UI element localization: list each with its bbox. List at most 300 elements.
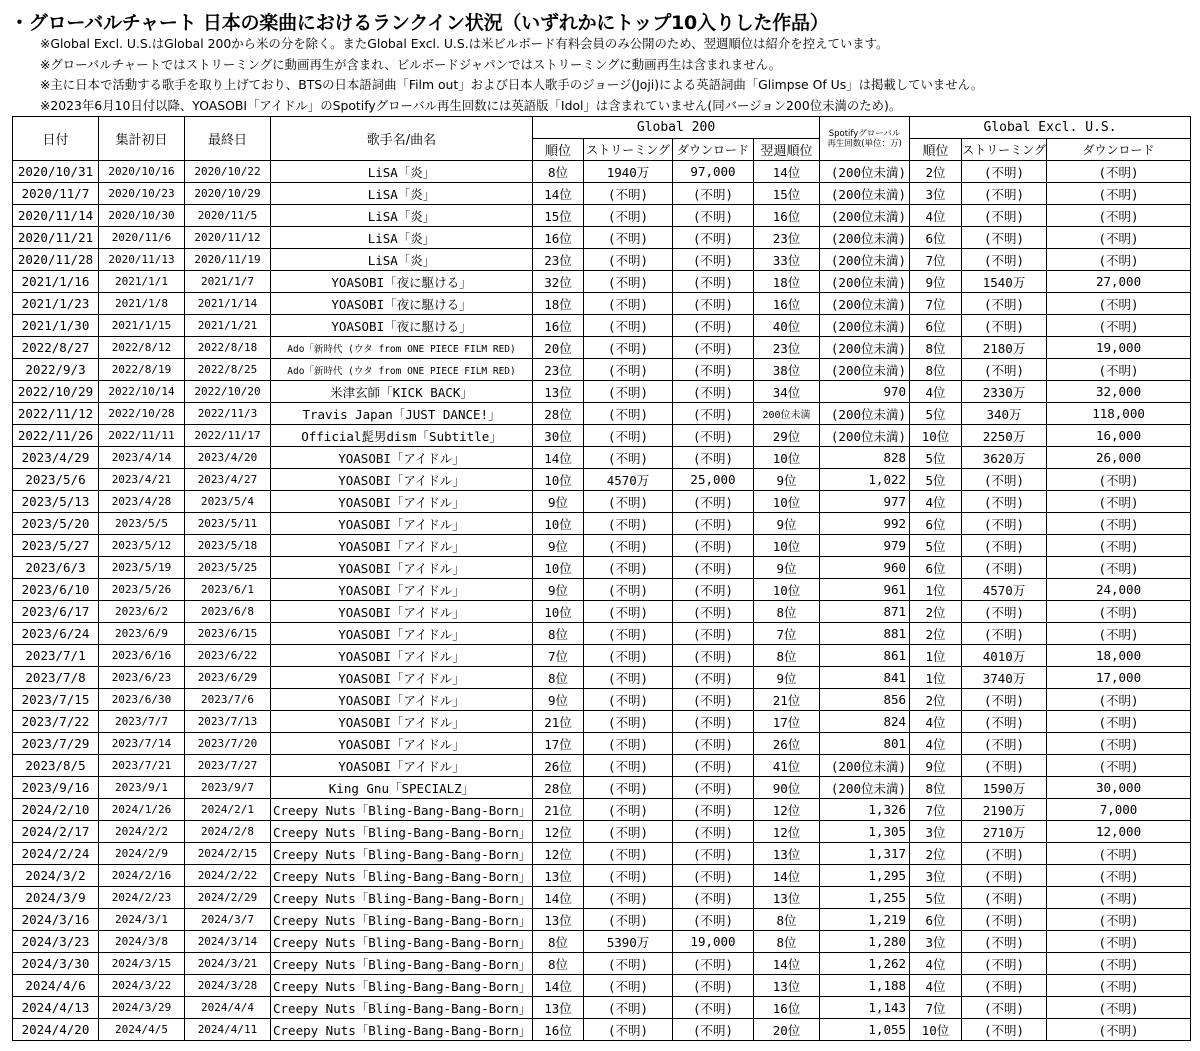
cell-next-week-rank: 14位 [754, 865, 820, 887]
cell-date: 2023/6/17 [13, 601, 99, 623]
cell-excl-us-download: (不明) [1047, 755, 1191, 777]
cell-global200-download: (不明) [673, 359, 754, 381]
cell-global200-streaming: (不明) [584, 733, 673, 755]
cell-spotify-plays: 961 [820, 579, 910, 601]
header-row-top [13, 117, 1191, 139]
cell-global200-rank: 16位 [533, 1019, 584, 1041]
cell-global200-download: (不明) [673, 337, 754, 359]
table-row [13, 249, 1191, 271]
cell-global200-streaming: (不明) [584, 909, 673, 931]
cell-start-date: 2022/11/11 [99, 425, 185, 447]
cell-start-date: 2023/7/21 [99, 755, 185, 777]
cell-global200-download: (不明) [673, 755, 754, 777]
cell-end-date: 2023/4/20 [185, 447, 271, 469]
cell-end-date: 2024/2/1 [185, 799, 271, 821]
cell-artist-song: YOASOBI「アイドル」 [271, 623, 533, 645]
cell-next-week-rank: 13位 [754, 887, 820, 909]
cell-end-date: 2022/8/18 [185, 337, 271, 359]
cell-global200-download: (不明) [673, 909, 754, 931]
note-line: ※Global Excl. U.S.はGlobal 200から米の分を除く。またGlobal Excl. U.S.は米ビルボード有料会員のみ公開のため、翌週順位は紹介を控えています。 [40, 36, 889, 51]
cell-end-date: 2020/11/12 [185, 227, 271, 249]
cell-next-week-rank: 13位 [754, 975, 820, 997]
cell-spotify-plays: 871 [820, 601, 910, 623]
cell-global200-download: (不明) [673, 403, 754, 425]
cell-global200-download: (不明) [673, 447, 754, 469]
table-row [13, 557, 1191, 579]
cell-start-date: 2023/6/23 [99, 667, 185, 689]
cell-global200-rank: 21位 [533, 799, 584, 821]
cell-excl-us-download: (不明) [1047, 183, 1191, 205]
cell-start-date: 2023/5/12 [99, 535, 185, 557]
cell-global200-rank: 8位 [533, 931, 584, 953]
table-row [13, 953, 1191, 975]
cell-spotify-plays: 1,280 [820, 931, 910, 953]
header-download-excl: ダウンロード [1047, 139, 1191, 161]
cell-spotify-plays: (200位未満) [820, 227, 910, 249]
cell-excl-us-rank: 5位 [910, 887, 962, 909]
cell-excl-us-download: 118,000 [1047, 403, 1191, 425]
cell-excl-us-download: 12,000 [1047, 821, 1191, 843]
cell-artist-song: Ado「新時代 (ウタ from ONE PIECE FILM RED) [271, 359, 533, 381]
cell-end-date: 2021/1/21 [185, 315, 271, 337]
table-row [13, 887, 1191, 909]
table-row [13, 271, 1191, 293]
header-streaming-excl: ストリーミング [962, 139, 1047, 161]
cell-spotify-plays: (200位未満) [820, 183, 910, 205]
cell-global200-streaming: (不明) [584, 425, 673, 447]
cell-artist-song: King Gnu「SPECIALZ」 [271, 777, 533, 799]
cell-spotify-plays: 856 [820, 689, 910, 711]
cell-excl-us-streaming: 4570万 [962, 579, 1047, 601]
cell-excl-us-download: (不明) [1047, 711, 1191, 733]
cell-end-date: 2024/3/7 [185, 909, 271, 931]
cell-excl-us-rank: 4位 [910, 205, 962, 227]
header-spotify-line2: 再生回数(単位：万) [827, 138, 902, 149]
cell-excl-us-streaming: (不明) [962, 689, 1047, 711]
cell-next-week-rank: 41位 [754, 755, 820, 777]
cell-excl-us-download: 19,000 [1047, 337, 1191, 359]
table-row [13, 755, 1191, 777]
cell-date: 2020/11/28 [13, 249, 99, 271]
cell-next-week-rank: 12位 [754, 821, 820, 843]
cell-global200-download: (不明) [673, 513, 754, 535]
cell-global200-download: (不明) [673, 1019, 754, 1041]
cell-global200-download: (不明) [673, 777, 754, 799]
table-row [13, 403, 1191, 425]
cell-global200-rank: 10位 [533, 513, 584, 535]
cell-excl-us-streaming: 2250万 [962, 425, 1047, 447]
cell-global200-streaming: (不明) [584, 381, 673, 403]
cell-date: 2024/3/9 [13, 887, 99, 909]
cell-end-date: 2023/6/1 [185, 579, 271, 601]
cell-global200-download: (不明) [673, 557, 754, 579]
cell-global200-rank: 14位 [533, 447, 584, 469]
cell-artist-song: YOASOBI「アイドル」 [271, 535, 533, 557]
table-row [13, 975, 1191, 997]
cell-excl-us-rank: 1位 [910, 579, 962, 601]
table-row [13, 579, 1191, 601]
cell-global200-download: (不明) [673, 535, 754, 557]
cell-next-week-rank: 26位 [754, 733, 820, 755]
cell-global200-download: (不明) [673, 381, 754, 403]
table-row [13, 909, 1191, 931]
cell-date: 2022/11/26 [13, 425, 99, 447]
cell-excl-us-download: (不明) [1047, 931, 1191, 953]
cell-global200-streaming: (不明) [584, 1019, 673, 1041]
note-line: ※主に日本で活動する歌手を取り上げており、BTSの日本語詞曲「Film out」および日本人歌手のジョージ(Joji)による英語詞曲「Glimpse Of Us」は掲載していません。 [40, 77, 984, 93]
cell-end-date: 2021/1/14 [185, 293, 271, 315]
cell-artist-song: Creepy Nuts「Bling-Bang-Bang-Born」 [271, 953, 533, 975]
cell-global200-rank: 30位 [533, 425, 584, 447]
cell-start-date: 2024/2/16 [99, 865, 185, 887]
cell-date: 2024/3/16 [13, 909, 99, 931]
cell-global200-rank: 23位 [533, 359, 584, 381]
cell-artist-song: YOASOBI「夜に駆ける」 [271, 315, 533, 337]
table-row [13, 997, 1191, 1019]
cell-next-week-rank: 12位 [754, 799, 820, 821]
cell-artist-song: Creepy Nuts「Bling-Bang-Bang-Born」 [271, 887, 533, 909]
cell-global200-download: (不明) [673, 425, 754, 447]
cell-date: 2020/11/21 [13, 227, 99, 249]
cell-global200-streaming: (不明) [584, 249, 673, 271]
cell-excl-us-download: (不明) [1047, 909, 1191, 931]
cell-excl-us-download: (不明) [1047, 535, 1191, 557]
cell-global200-rank: 13位 [533, 381, 584, 403]
cell-global200-streaming: (不明) [584, 865, 673, 887]
cell-excl-us-streaming: 2180万 [962, 337, 1047, 359]
cell-excl-us-download: (不明) [1047, 205, 1191, 227]
cell-date: 2023/7/8 [13, 667, 99, 689]
cell-date: 2023/7/22 [13, 711, 99, 733]
cell-excl-us-streaming: (不明) [962, 931, 1047, 953]
cell-excl-us-streaming: (不明) [962, 315, 1047, 337]
cell-start-date: 2022/8/19 [99, 359, 185, 381]
cell-global200-download: (不明) [673, 843, 754, 865]
cell-start-date: 2021/1/8 [99, 293, 185, 315]
cell-global200-download: (不明) [673, 293, 754, 315]
cell-next-week-rank: 14位 [754, 161, 820, 183]
cell-date: 2023/5/6 [13, 469, 99, 491]
cell-excl-us-rank: 2位 [910, 843, 962, 865]
cell-spotify-plays: (200位未満) [820, 315, 910, 337]
cell-next-week-rank: 15位 [754, 183, 820, 205]
cell-date: 2023/5/13 [13, 491, 99, 513]
cell-excl-us-rank: 4位 [910, 711, 962, 733]
cell-spotify-plays: 824 [820, 711, 910, 733]
header-spotify-line1: Spotifyグローバル [828, 128, 901, 139]
cell-global200-streaming: (不明) [584, 997, 673, 1019]
cell-excl-us-rank: 3位 [910, 931, 962, 953]
cell-artist-song: LiSA「炎」 [271, 161, 533, 183]
cell-global200-streaming: (不明) [584, 337, 673, 359]
cell-start-date: 2023/9/1 [99, 777, 185, 799]
cell-next-week-rank: 200位未満 [754, 403, 820, 425]
cell-artist-song: LiSA「炎」 [271, 227, 533, 249]
header-date: 日付 [13, 117, 99, 161]
cell-next-week-rank: 90位 [754, 777, 820, 799]
cell-artist-song: Creepy Nuts「Bling-Bang-Bang-Born」 [271, 843, 533, 865]
cell-end-date: 2020/11/19 [185, 249, 271, 271]
cell-global200-download: (不明) [673, 205, 754, 227]
cell-start-date: 2022/10/28 [99, 403, 185, 425]
cell-excl-us-streaming: (不明) [962, 975, 1047, 997]
cell-end-date: 2024/2/8 [185, 821, 271, 843]
cell-excl-us-streaming: (不明) [962, 535, 1047, 557]
cell-spotify-plays: 979 [820, 535, 910, 557]
cell-artist-song: YOASOBI「アイドル」 [271, 557, 533, 579]
cell-excl-us-streaming: (不明) [962, 557, 1047, 579]
cell-global200-download: (不明) [673, 623, 754, 645]
cell-global200-streaming: (不明) [584, 557, 673, 579]
cell-end-date: 2023/5/25 [185, 557, 271, 579]
cell-spotify-plays: 1,317 [820, 843, 910, 865]
cell-artist-song: Creepy Nuts「Bling-Bang-Bang-Born」 [271, 1019, 533, 1041]
cell-global200-rank: 23位 [533, 249, 584, 271]
table-row [13, 447, 1191, 469]
table-row [13, 381, 1191, 403]
cell-global200-rank: 9位 [533, 535, 584, 557]
cell-excl-us-download: (不明) [1047, 227, 1191, 249]
cell-excl-us-download: 18,000 [1047, 645, 1191, 667]
cell-start-date: 2024/2/2 [99, 821, 185, 843]
cell-excl-us-download: (不明) [1047, 161, 1191, 183]
cell-global200-download: (不明) [673, 975, 754, 997]
cell-global200-rank: 12位 [533, 843, 584, 865]
table-row [13, 799, 1191, 821]
cell-end-date: 2024/3/28 [185, 975, 271, 997]
cell-artist-song: LiSA「炎」 [271, 205, 533, 227]
cell-excl-us-download: (不明) [1047, 315, 1191, 337]
cell-next-week-rank: 9位 [754, 513, 820, 535]
cell-excl-us-rank: 8位 [910, 337, 962, 359]
cell-global200-streaming: (不明) [584, 711, 673, 733]
cell-spotify-plays: 1,022 [820, 469, 910, 491]
cell-end-date: 2022/10/20 [185, 381, 271, 403]
cell-start-date: 2021/1/15 [99, 315, 185, 337]
cell-artist-song: YOASOBI「アイドル」 [271, 689, 533, 711]
cell-date: 2023/5/20 [13, 513, 99, 535]
cell-global200-rank: 8位 [533, 623, 584, 645]
cell-start-date: 2023/7/14 [99, 733, 185, 755]
cell-date: 2023/7/29 [13, 733, 99, 755]
cell-global200-rank: 10位 [533, 601, 584, 623]
cell-global200-download: (不明) [673, 667, 754, 689]
cell-end-date: 2023/6/8 [185, 601, 271, 623]
cell-spotify-plays: (200位未満) [820, 425, 910, 447]
cell-global200-rank: 9位 [533, 579, 584, 601]
cell-end-date: 2024/4/11 [185, 1019, 271, 1041]
cell-spotify-plays: (200位未満) [820, 359, 910, 381]
table-row [13, 1019, 1191, 1041]
cell-end-date: 2022/11/3 [185, 403, 271, 425]
cell-end-date: 2023/7/13 [185, 711, 271, 733]
cell-artist-song: Creepy Nuts「Bling-Bang-Bang-Born」 [271, 975, 533, 997]
table-row [13, 667, 1191, 689]
cell-excl-us-rank: 7位 [910, 293, 962, 315]
cell-excl-us-download: (不明) [1047, 359, 1191, 381]
cell-end-date: 2023/9/7 [185, 777, 271, 799]
cell-global200-streaming: (不明) [584, 271, 673, 293]
cell-global200-streaming: (不明) [584, 315, 673, 337]
cell-start-date: 2022/8/12 [99, 337, 185, 359]
cell-artist-song: YOASOBI「アイドル」 [271, 733, 533, 755]
cell-global200-rank: 10位 [533, 557, 584, 579]
cell-artist-song: Creepy Nuts「Bling-Bang-Bang-Born」 [271, 799, 533, 821]
cell-excl-us-rank: 4位 [910, 381, 962, 403]
cell-excl-us-download: (不明) [1047, 953, 1191, 975]
cell-excl-us-download: 16,000 [1047, 425, 1191, 447]
cell-excl-us-rank: 1位 [910, 667, 962, 689]
cell-global200-rank: 17位 [533, 733, 584, 755]
cell-spotify-plays: (200位未満) [820, 337, 910, 359]
cell-excl-us-rank: 3位 [910, 183, 962, 205]
cell-spotify-plays: 1,255 [820, 887, 910, 909]
cell-global200-download: (不明) [673, 249, 754, 271]
cell-next-week-rank: 8位 [754, 645, 820, 667]
cell-date: 2023/5/27 [13, 535, 99, 557]
cell-start-date: 2023/4/14 [99, 447, 185, 469]
cell-artist-song: YOASOBI「アイドル」 [271, 667, 533, 689]
cell-start-date: 2024/3/15 [99, 953, 185, 975]
cell-spotify-plays: 828 [820, 447, 910, 469]
cell-global200-streaming: (不明) [584, 513, 673, 535]
cell-end-date: 2024/4/4 [185, 997, 271, 1019]
cell-spotify-plays: (200位未満) [820, 293, 910, 315]
cell-excl-us-download: (不明) [1047, 513, 1191, 535]
cell-date: 2020/11/7 [13, 183, 99, 205]
cell-next-week-rank: 16位 [754, 293, 820, 315]
cell-global200-streaming: (不明) [584, 975, 673, 997]
cell-start-date: 2023/4/21 [99, 469, 185, 491]
cell-excl-us-download: (不明) [1047, 469, 1191, 491]
cell-excl-us-rank: 8位 [910, 777, 962, 799]
cell-excl-us-streaming: (不明) [962, 953, 1047, 975]
cell-global200-rank: 7位 [533, 645, 584, 667]
cell-global200-rank: 10位 [533, 469, 584, 491]
cell-artist-song: LiSA「炎」 [271, 183, 533, 205]
cell-excl-us-download: (不明) [1047, 887, 1191, 909]
cell-end-date: 2023/5/11 [185, 513, 271, 535]
cell-next-week-rank: 23位 [754, 337, 820, 359]
table-body [13, 161, 1191, 1041]
note-line: ※グローバルチャートではストリーミングに動画再生が含まれ、ビルボードジャパンではストリーミングに動画再生は含まれません。 [40, 56, 782, 72]
table-row [13, 645, 1191, 667]
cell-excl-us-download: (不明) [1047, 997, 1191, 1019]
cell-global200-download: (不明) [673, 601, 754, 623]
cell-spotify-plays: 841 [820, 667, 910, 689]
table-row [13, 469, 1191, 491]
cell-date: 2024/2/10 [13, 799, 99, 821]
cell-artist-song: YOASOBI「アイドル」 [271, 645, 533, 667]
cell-global200-streaming: (不明) [584, 777, 673, 799]
cell-excl-us-streaming: (不明) [962, 227, 1047, 249]
cell-next-week-rank: 10位 [754, 535, 820, 557]
table-row [13, 359, 1191, 381]
cell-excl-us-rank: 1位 [910, 645, 962, 667]
cell-excl-us-streaming: (不明) [962, 865, 1047, 887]
cell-start-date: 2023/6/30 [99, 689, 185, 711]
cell-excl-us-rank: 9位 [910, 755, 962, 777]
cell-excl-us-streaming: (不明) [962, 733, 1047, 755]
cell-start-date: 2023/4/28 [99, 491, 185, 513]
cell-start-date: 2021/1/1 [99, 271, 185, 293]
cell-date: 2020/11/14 [13, 205, 99, 227]
cell-end-date: 2023/6/15 [185, 623, 271, 645]
cell-excl-us-rank: 6位 [910, 557, 962, 579]
cell-end-date: 2023/7/6 [185, 689, 271, 711]
cell-date: 2024/3/2 [13, 865, 99, 887]
cell-date: 2024/2/24 [13, 843, 99, 865]
cell-excl-us-streaming: 2330万 [962, 381, 1047, 403]
table-row [13, 161, 1191, 183]
header-start: 集計初日 [99, 117, 185, 161]
cell-excl-us-streaming: (不明) [962, 293, 1047, 315]
cell-excl-us-download: (不明) [1047, 491, 1191, 513]
cell-excl-us-streaming: 2190万 [962, 799, 1047, 821]
cell-artist-song: Creepy Nuts「Bling-Bang-Bang-Born」 [271, 821, 533, 843]
cell-global200-streaming: 1940万 [584, 161, 673, 183]
cell-next-week-rank: 16位 [754, 997, 820, 1019]
cell-start-date: 2020/10/16 [99, 161, 185, 183]
cell-excl-us-streaming: (不明) [962, 601, 1047, 623]
table-row [13, 205, 1191, 227]
cell-global200-streaming: (不明) [584, 227, 673, 249]
cell-date: 2024/3/30 [13, 953, 99, 975]
cell-end-date: 2024/2/15 [185, 843, 271, 865]
cell-next-week-rank: 17位 [754, 711, 820, 733]
cell-excl-us-streaming: (不明) [962, 623, 1047, 645]
cell-global200-rank: 16位 [533, 315, 584, 337]
cell-excl-us-streaming: 3620万 [962, 447, 1047, 469]
table-row [13, 601, 1191, 623]
cell-excl-us-streaming: (不明) [962, 513, 1047, 535]
cell-global200-download: (不明) [673, 271, 754, 293]
header-global-excl-us: Global Excl. U.S. [910, 117, 1191, 139]
cell-global200-download: (不明) [673, 227, 754, 249]
cell-end-date: 2023/6/22 [185, 645, 271, 667]
cell-artist-song: YOASOBI「アイドル」 [271, 513, 533, 535]
cell-excl-us-rank: 4位 [910, 953, 962, 975]
cell-start-date: 2024/3/22 [99, 975, 185, 997]
cell-excl-us-streaming: (不明) [962, 887, 1047, 909]
cell-global200-streaming: (不明) [584, 205, 673, 227]
cell-start-date: 2024/3/8 [99, 931, 185, 953]
cell-end-date: 2021/1/7 [185, 271, 271, 293]
table-row [13, 865, 1191, 887]
cell-global200-rank: 14位 [533, 887, 584, 909]
cell-excl-us-streaming: (不明) [962, 755, 1047, 777]
cell-spotify-plays: 801 [820, 733, 910, 755]
header-download: ダウンロード [673, 139, 754, 161]
cell-spotify-plays: 992 [820, 513, 910, 535]
cell-date: 2021/1/23 [13, 293, 99, 315]
cell-date: 2023/4/29 [13, 447, 99, 469]
cell-global200-download: 97,000 [673, 161, 754, 183]
cell-global200-download: (不明) [673, 315, 754, 337]
cell-artist-song: Creepy Nuts「Bling-Bang-Bang-Born」 [271, 931, 533, 953]
cell-date: 2021/1/16 [13, 271, 99, 293]
cell-spotify-plays: 960 [820, 557, 910, 579]
cell-global200-rank: 26位 [533, 755, 584, 777]
cell-date: 2021/1/30 [13, 315, 99, 337]
cell-artist-song: YOASOBI「アイドル」 [271, 601, 533, 623]
cell-excl-us-rank: 3位 [910, 865, 962, 887]
cell-next-week-rank: 13位 [754, 843, 820, 865]
header-rank: 順位 [533, 139, 584, 161]
cell-excl-us-download: (不明) [1047, 601, 1191, 623]
cell-excl-us-rank: 5位 [910, 469, 962, 491]
table-row [13, 293, 1191, 315]
